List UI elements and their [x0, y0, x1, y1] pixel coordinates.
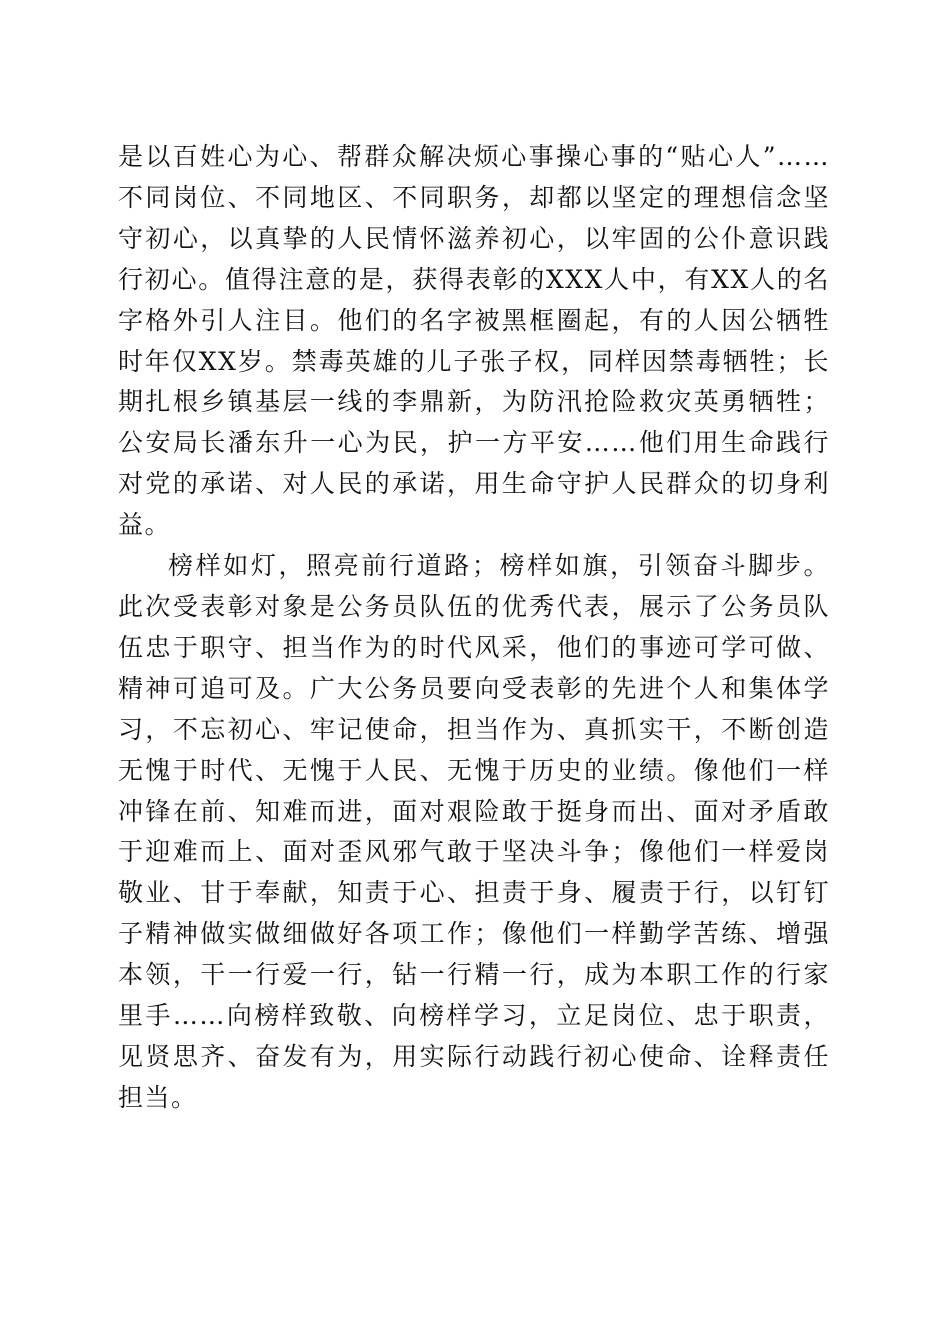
document-body [118, 137, 830, 1119]
paragraph-role-models: 榜样如灯，照亮前行道路；榜样如旗，引领奋斗脚步。此次受表彰对象是公务员队伍的优秀代表，展示了公务员队伍忠于职守、担当作为的时代风采，他们的事迹可学可做、精神可追可及。广大公务员要向受表彰的先进个人和集体学习，不忘初心、牢记使命，担当作为、真抓实干，不断创造无愧于时代、无愧于人民、无愧于历史的业绩。像他们一样冲锋在前、知难而进，面对艰险敢于挺身而出、面对矛盾敢于迎难而上、面对歪风邪气敢于坚决斗争；像他们一样爱岗敬业、甘于奉献，知责于心、担责于身、履责于行，以钉钉子精神做实做细做好各项工作；像他们一样勤学苦练、增强本领，干一行爱一行，钻一行精一行，成为本职工作的行家里手……向榜样致敬、向榜样学习，立足岗位、忠于职责，见贤思齐、奋发有为，用实际行动践行初心使命、诠释责任担当。 [118, 551, 830, 1112]
paragraph-continuation: 是以百姓心为心、帮群众解决烦心事操心事的“贴心人”……不同岗位、不同地区、不同职务，却都以坚定的理想信念坚守初心，以真挚的人民情怀滋养初心，以牢固的公仆意识践行初心。值得注意的是，获得表彰的XXX人中，有XX人的名字格外引人注目。他们的名字被黑框圈起，有的人因公牺牲时年仅XX岁。禁毒英雄的儿子张子权，同样因禁毒牺牲；长期扎根乡镇基层一线的李鼎新，为防汛抢险救灾英勇牺牲；公安局长潘东升一心为民，护一方平安……他们用生命践行对党的承诺、对人民的承诺，用生命守护人民群众的切身利益。 [118, 142, 830, 540]
